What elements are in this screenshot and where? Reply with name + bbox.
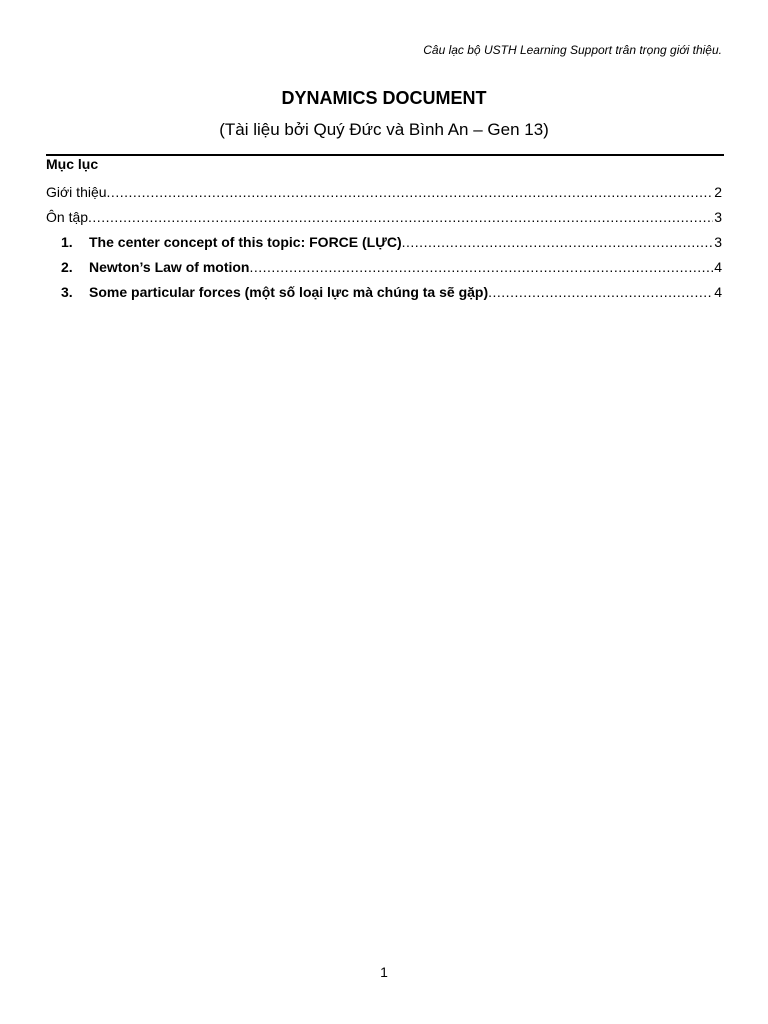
toc-entry-text: The center concept of this topic: FORCE (LỰC): [89, 234, 402, 250]
toc-entry-particular-forces[interactable]: [46, 280, 722, 305]
toc-entry-text: Some particular forces (một số loại lực mà chúng ta sẽ gặp): [89, 284, 489, 300]
table-of-contents: [46, 180, 722, 305]
toc-dot-leader: [107, 180, 714, 205]
toc-entry-text: Giới thiệu: [46, 184, 107, 200]
toc-entry-gioi-thieu[interactable]: [46, 180, 722, 205]
toc-heading: Mục lục: [46, 156, 99, 172]
document-subtitle: (Tài liệu bởi Quý Đức và Bình An – Gen 13): [219, 120, 549, 139]
toc-dot-leader: [488, 280, 713, 305]
header-note: Câu lạc bộ USTH Learning Support trân trọng giới thiệu.: [423, 43, 722, 57]
toc-entry-page: 4: [714, 259, 722, 275]
toc-entry-text: Ôn tập: [46, 209, 89, 225]
toc-entry-newtons-law[interactable]: [46, 255, 722, 280]
page-number: 1: [380, 964, 388, 980]
toc-entry-text: Newton’s Law of motion: [89, 259, 250, 275]
toc-entry-number: 1.: [61, 234, 73, 250]
toc-dot-leader: [249, 255, 713, 280]
toc-entry-page: 3: [714, 209, 722, 225]
toc-dot-leader: [88, 205, 713, 230]
toc-entry-page: 3: [714, 234, 722, 250]
title-divider: [46, 154, 724, 156]
toc-dot-leader: [402, 230, 714, 255]
toc-entry-force[interactable]: [46, 230, 722, 255]
toc-entry-page: 2: [714, 184, 722, 200]
toc-entry-number: 2.: [61, 259, 73, 275]
toc-entry-on-tap[interactable]: [46, 205, 722, 230]
toc-entry-page: 4: [714, 284, 722, 300]
document-title: DYNAMICS DOCUMENT: [281, 88, 487, 108]
toc-entry-number: 3.: [61, 284, 73, 300]
